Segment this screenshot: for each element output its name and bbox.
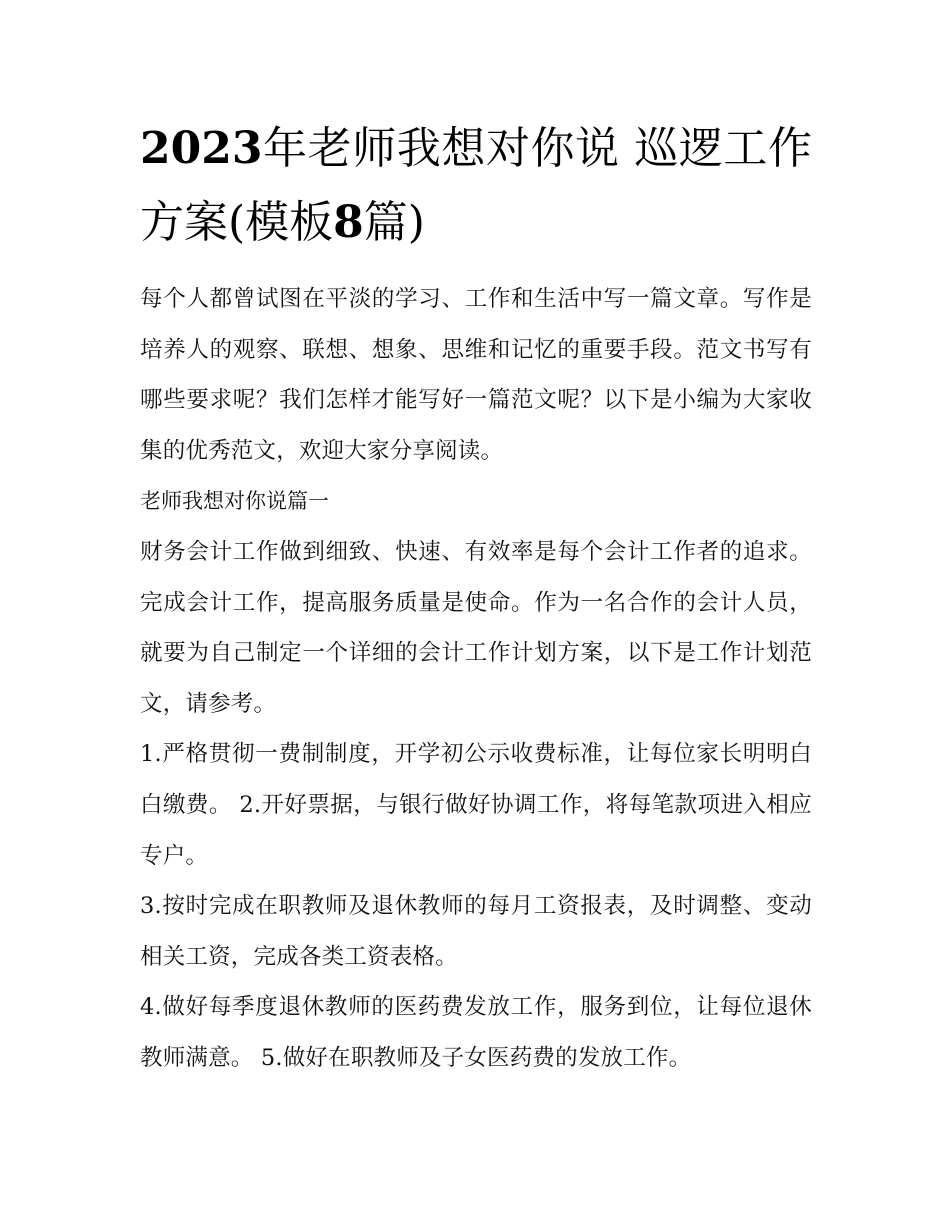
title-year: 2023 — [140, 123, 263, 174]
body-paragraph-4: 4.做好每季度退休教师的医药费发放工作，服务到位，让每位退休教师满意。 5.做好在职教师及子女医药费的发放工作。 — [140, 994, 812, 1071]
body-paragraph-1: 财务会计工作做到细致、快速、有效率是每个会计工作者的追求。完成会计工作，提高服务质量是使命。作为一名合作的会计人员，就要为自己制定一个详细的会计工作计划方案，以下是工作计划范文，请参考。 — [140, 538, 812, 717]
title-suffix: 篇) — [363, 197, 425, 248]
title-text: 年老师我想对你说 巡逻工作方案(模板 — [140, 123, 812, 248]
document-title — [140, 112, 812, 260]
intro-paragraph: 每个人都曾试图在平淡的学习、工作和生活中写一篇文章。写作是培养人的观察、联想、想象、思维和记忆的重要手段。范文书写有哪些要求呢？我们怎样才能写好一篇范文呢？以下是小编为大家收集的优秀范文，欢迎大家分享阅读。 — [140, 286, 812, 464]
section-heading: 老师我想对你说篇一 — [140, 489, 329, 514]
body-paragraph-2: 1.严格贯彻一费制制度，开学初公示收费标准，让每位家长明明白白缴费。 2.开好票据，与银行做好协调工作，将每笔款项进入相应专户。 — [140, 741, 812, 869]
document-content — [140, 112, 812, 1084]
body-paragraph-3: 3.按时完成在职教师及退休教师的每月工资报表，及时调整、变动相关工资，完成各类工资表格。 — [140, 893, 812, 970]
title-count: 8 — [333, 197, 364, 248]
